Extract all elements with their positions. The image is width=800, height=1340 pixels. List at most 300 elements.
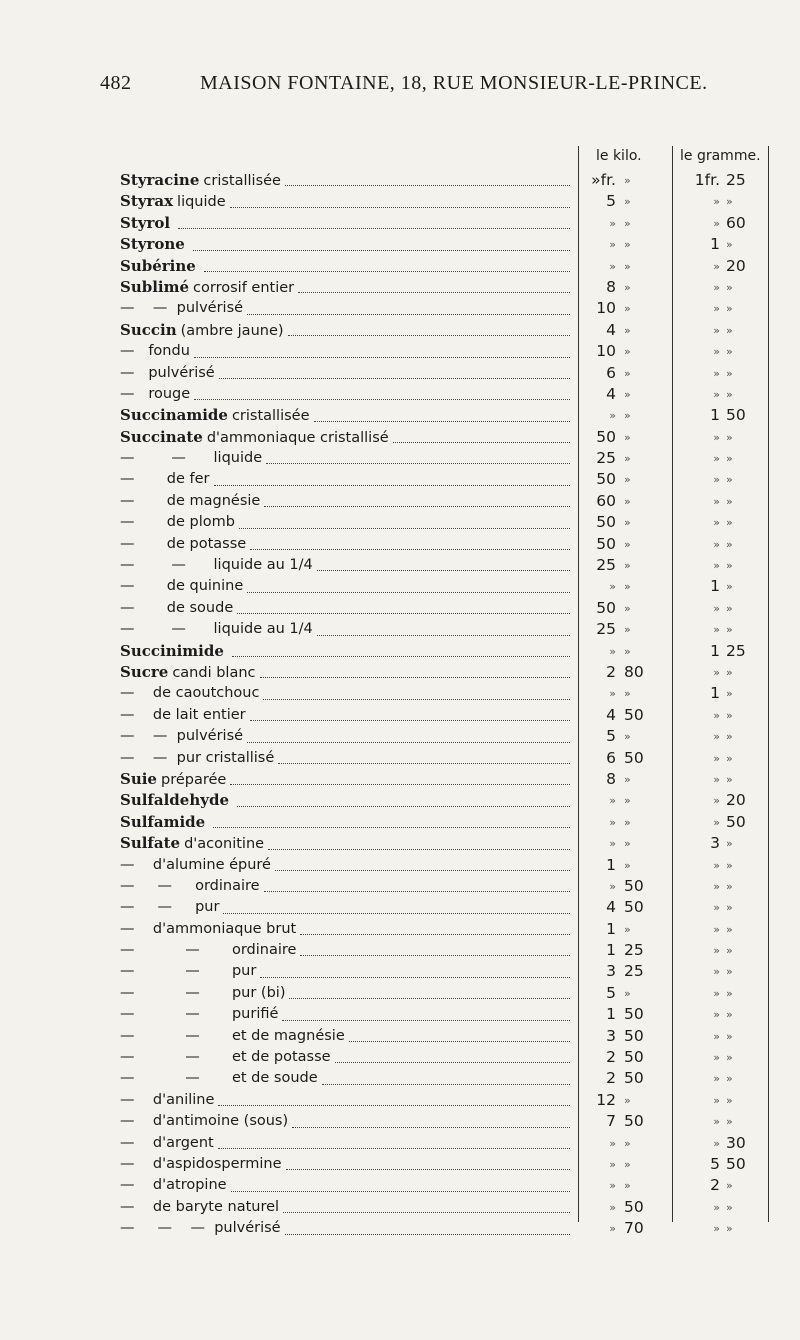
product-label: — — ordinaire: [120, 942, 297, 959]
product-label: — de lait entier: [120, 706, 246, 723]
price-row: [0, 1004, 800, 1025]
price-row: [0, 683, 800, 704]
product-name: [120, 726, 572, 747]
price-row: [0, 919, 800, 940]
kilo-centimes: »: [624, 1157, 631, 1171]
kilo-centimes: »: [624, 452, 631, 466]
price-row: [0, 1133, 800, 1154]
product-label: — — et de magnésie: [120, 1027, 345, 1044]
kilo-centimes: »: [624, 1179, 631, 1193]
product-name: [120, 748, 572, 769]
price-row: [0, 320, 800, 341]
product-name: [120, 983, 572, 1004]
price-row: [0, 1111, 800, 1132]
kilo-centimes: »: [624, 815, 631, 829]
gramme-francs: »: [713, 537, 720, 551]
product-label: — — purifié: [120, 1006, 279, 1023]
kilo-francs: »: [609, 259, 616, 273]
gramme-centimes: »: [726, 516, 733, 530]
product-label: corrosif entier: [193, 279, 295, 296]
gramme-centimes: »: [726, 665, 733, 679]
kilo-centimes: 25: [624, 941, 644, 960]
product-label: — de plomb: [120, 514, 235, 531]
kilo-francs: 60: [596, 491, 616, 510]
gramme-centimes: »: [726, 1072, 733, 1086]
product-name: [120, 855, 572, 876]
price-row: [0, 961, 800, 982]
gramme-centimes: 20: [726, 256, 746, 275]
leader-dots: [214, 484, 571, 486]
kilo-francs: 1: [606, 941, 616, 960]
price-row: [0, 983, 800, 1004]
gramme-centimes: »: [726, 1051, 733, 1065]
price-row: [0, 1090, 800, 1111]
product-heading: Succin: [120, 320, 177, 339]
kilo-francs: 50: [596, 534, 616, 553]
kilo-francs: »: [609, 238, 616, 252]
product-name: [120, 534, 572, 555]
kilo-centimes: 50: [624, 1048, 644, 1067]
leader-dots: [194, 356, 570, 358]
product-name: [120, 1218, 572, 1239]
price-row: [0, 1068, 800, 1089]
product-name: [120, 512, 572, 533]
leader-dots: [285, 184, 570, 186]
gramme-francs: »: [713, 751, 720, 765]
product-label: — fondu: [120, 343, 190, 360]
gramme-francs: »: [713, 1051, 720, 1065]
product-name: [120, 790, 572, 811]
leader-dots: [282, 1019, 570, 1021]
product-name: [120, 405, 572, 426]
kilo-centimes: 50: [624, 1112, 644, 1131]
product-label: — — pulvérisé: [120, 300, 244, 317]
leader-dots: [250, 548, 570, 550]
product-label: d'ammoniaque cristallisé: [206, 429, 389, 446]
kilo-francs: »: [609, 879, 616, 893]
product-heading: Succinamide: [120, 406, 228, 425]
gramme-centimes: »: [726, 601, 733, 615]
product-label: — — et de soude: [120, 1070, 318, 1087]
price-row: [0, 170, 800, 191]
price-row: [0, 384, 800, 405]
price-row: [0, 234, 800, 255]
leader-dots: [300, 954, 570, 956]
gramme-centimes: »: [726, 901, 733, 915]
product-heading: Sucre: [120, 662, 169, 681]
product-label: — d'antimoine (sous): [120, 1113, 289, 1130]
gramme-centimes: »: [726, 1029, 733, 1043]
product-heading: Sulfate: [120, 834, 181, 853]
leader-dots: [266, 462, 570, 464]
product-name: [120, 448, 572, 469]
gramme-francs: »: [713, 708, 720, 722]
gramme-francs: »: [713, 965, 720, 979]
gramme-centimes: »: [726, 559, 733, 573]
gramme-centimes: »: [726, 238, 733, 252]
leader-dots: [247, 741, 570, 743]
kilo-centimes: 50: [624, 1197, 644, 1216]
product-name: [120, 1090, 572, 1111]
kilo-centimes: 50: [624, 876, 644, 895]
product-label: — — liquide au 1/4: [120, 621, 313, 638]
price-row: [0, 855, 800, 876]
product-name: [120, 1175, 572, 1196]
product-label: — d'aspidospermine: [120, 1155, 282, 1172]
kilo-francs: 3: [606, 962, 616, 981]
product-heading: Sulfamide: [120, 812, 206, 831]
product-label: — — pur (bi): [120, 984, 286, 1001]
kilo-centimes: »: [624, 409, 631, 423]
kilo-centimes: 70: [624, 1219, 644, 1238]
gramme-centimes: »: [726, 922, 733, 936]
product-label: — — — pulvérisé: [120, 1220, 281, 1237]
gramme-francs: 2: [710, 1176, 720, 1195]
gramme-francs: »: [713, 387, 720, 401]
gramme-centimes: »: [726, 366, 733, 380]
gramme-francs: »: [713, 986, 720, 1000]
product-label: — rouge: [120, 385, 191, 402]
gramme-centimes: »: [726, 302, 733, 316]
price-row: [0, 1197, 800, 1218]
price-row: [0, 256, 800, 277]
product-label: — de magnésie: [120, 492, 261, 509]
kilo-francs: 5: [606, 192, 616, 211]
product-name: [120, 170, 572, 191]
leader-dots: [286, 1168, 570, 1170]
gramme-francs: »: [713, 1115, 720, 1129]
kilo-francs: 2: [606, 662, 616, 681]
gramme-francs: »: [713, 1222, 720, 1236]
kilo-francs: 7: [606, 1112, 616, 1131]
price-row: [0, 1026, 800, 1047]
kilo-francs: »: [609, 580, 616, 594]
price-row: [0, 555, 800, 576]
gramme-francs: »: [713, 815, 720, 829]
kilo-centimes: »: [624, 601, 631, 615]
kilo-centimes: »: [624, 238, 631, 252]
gramme-centimes: 50: [726, 1154, 746, 1173]
kilo-centimes: »: [624, 858, 631, 872]
product-name: [120, 363, 572, 384]
kilo-francs: »: [609, 815, 616, 829]
gramme-centimes: »: [726, 1093, 733, 1107]
gramme-francs: »: [713, 302, 720, 316]
leader-dots: [268, 848, 570, 850]
gramme-francs: »: [713, 195, 720, 209]
leader-dots: [250, 719, 570, 721]
page-number: 482: [100, 72, 132, 94]
price-row: [0, 726, 800, 747]
kilo-centimes: »: [624, 366, 631, 380]
product-heading: Styrax: [120, 192, 174, 211]
product-label: cristallisée: [231, 408, 310, 425]
product-name: [120, 705, 572, 726]
gramme-centimes: 20: [726, 791, 746, 810]
product-label: — — liquide au 1/4: [120, 557, 313, 574]
product-heading: Sublimé: [120, 277, 190, 296]
kilo-francs: 50: [596, 598, 616, 617]
kilo-centimes: 25: [624, 962, 644, 981]
gramme-francs: 5: [710, 1154, 720, 1173]
leader-dots: [178, 227, 570, 229]
product-name: [120, 234, 572, 255]
leader-dots: [285, 1233, 570, 1235]
product-label: — pulvérisé: [120, 364, 215, 381]
price-row: [0, 363, 800, 384]
price-row: [0, 1175, 800, 1196]
price-row: [0, 277, 800, 298]
gramme-francs: »: [713, 922, 720, 936]
gramme-centimes: »: [726, 1222, 733, 1236]
leader-dots: [260, 676, 571, 678]
leader-dots: [275, 869, 570, 871]
price-row: [0, 598, 800, 619]
gramme-francs: »: [713, 665, 720, 679]
leader-dots: [231, 1190, 570, 1192]
product-label: — — pur: [120, 963, 257, 980]
gramme-francs: »: [713, 1093, 720, 1107]
price-row: [0, 790, 800, 811]
gramme-centimes: »: [726, 1115, 733, 1129]
gramme-francs: 3: [710, 834, 720, 853]
leader-dots: [393, 441, 570, 443]
price-row: [0, 769, 800, 790]
gramme-centimes: »: [726, 623, 733, 637]
product-heading: Succinimide: [120, 641, 224, 660]
column-header-gramme: le gramme.: [680, 148, 761, 164]
gramme-francs: »: [713, 1136, 720, 1150]
price-row: [0, 512, 800, 533]
kilo-francs: 10: [596, 299, 616, 318]
gramme-centimes: 25: [726, 641, 746, 660]
gramme-centimes: »: [726, 751, 733, 765]
price-row: [0, 833, 800, 854]
kilo-francs: »: [609, 1200, 616, 1214]
leader-dots: [298, 291, 570, 293]
kilo-centimes: »: [624, 494, 631, 508]
leader-dots: [264, 890, 570, 892]
gramme-francs: 1: [710, 406, 720, 425]
gramme-centimes: 30: [726, 1133, 746, 1152]
product-name: [120, 1047, 572, 1068]
kilo-francs: 5: [606, 983, 616, 1002]
kilo-centimes: 80: [624, 662, 644, 681]
gramme-francs: »: [713, 452, 720, 466]
price-row: [0, 298, 800, 319]
gramme-centimes: »: [726, 1008, 733, 1022]
gramme-francs: »: [713, 473, 720, 487]
product-name: [120, 1154, 572, 1175]
kilo-francs: 50: [596, 470, 616, 489]
leader-dots: [322, 1083, 570, 1085]
product-label: — d'aniline: [120, 1091, 215, 1108]
leader-dots: [314, 420, 570, 422]
kilo-francs: »: [609, 216, 616, 230]
leader-dots: [193, 249, 570, 251]
price-row: [0, 1218, 800, 1239]
product-heading: Suie: [120, 769, 157, 788]
kilo-centimes: »: [624, 473, 631, 487]
leader-dots: [230, 783, 570, 785]
gramme-centimes: »: [726, 687, 733, 701]
gramme-francs: »: [713, 879, 720, 893]
kilo-centimes: »: [624, 687, 631, 701]
kilo-francs: »fr.: [591, 171, 616, 189]
gramme-centimes: »: [726, 1179, 733, 1193]
product-name: [120, 1111, 572, 1132]
product-name: [120, 491, 572, 512]
leader-dots: [218, 1104, 570, 1106]
product-label: — — ordinaire: [120, 877, 260, 894]
gramme-centimes: »: [726, 452, 733, 466]
gramme-centimes: »: [726, 944, 733, 958]
gramme-centimes: »: [726, 280, 733, 294]
gramme-centimes: »: [726, 494, 733, 508]
product-name: [120, 919, 572, 940]
product-name: [120, 833, 572, 854]
product-name: [120, 897, 572, 918]
kilo-francs: »: [609, 644, 616, 658]
kilo-centimes: 50: [624, 705, 644, 724]
gramme-francs: »: [713, 944, 720, 958]
kilo-francs: 4: [606, 898, 616, 917]
gramme-centimes: 50: [726, 406, 746, 425]
kilo-centimes: 50: [624, 1005, 644, 1024]
leader-dots: [289, 997, 570, 999]
gramme-francs: »: [713, 516, 720, 530]
leader-dots: [264, 505, 570, 507]
leader-dots: [223, 912, 570, 914]
gramme-francs: »: [713, 623, 720, 637]
product-label: — de soude: [120, 599, 234, 616]
product-name: [120, 812, 572, 833]
kilo-francs: 8: [606, 277, 616, 296]
leader-dots: [263, 698, 570, 700]
gramme-francs: »: [713, 430, 720, 444]
product-name: [120, 598, 572, 619]
gramme-francs: »: [713, 345, 720, 359]
price-row: [0, 427, 800, 448]
gramme-centimes: »: [726, 345, 733, 359]
kilo-francs: 3: [606, 1026, 616, 1045]
kilo-centimes: »: [624, 280, 631, 294]
gramme-francs: »: [713, 772, 720, 786]
kilo-francs: 12: [596, 1090, 616, 1109]
leader-dots: [213, 826, 570, 828]
kilo-centimes: »: [624, 516, 631, 530]
kilo-centimes: »: [624, 1093, 631, 1107]
product-name: [120, 940, 572, 961]
product-name: [120, 1068, 572, 1089]
leader-dots: [317, 634, 570, 636]
kilo-centimes: 50: [624, 898, 644, 917]
kilo-francs: 25: [596, 620, 616, 639]
product-name: [120, 641, 572, 662]
kilo-centimes: 50: [624, 748, 644, 767]
price-row: [0, 213, 800, 234]
gramme-francs: »: [713, 901, 720, 915]
gramme-centimes: »: [726, 879, 733, 893]
column-header-kilo: le kilo.: [596, 148, 642, 164]
kilo-centimes: »: [624, 345, 631, 359]
product-label: — — pur cristallisé: [120, 749, 275, 766]
leader-dots: [278, 762, 570, 764]
product-name: [120, 298, 572, 319]
kilo-francs: 25: [596, 449, 616, 468]
price-row: [0, 748, 800, 769]
product-label: préparée: [160, 771, 227, 788]
price-list: [0, 170, 800, 1240]
product-label: — — pur: [120, 899, 220, 916]
kilo-francs: 2: [606, 1069, 616, 1088]
kilo-francs: 6: [606, 748, 616, 767]
gramme-centimes: »: [726, 730, 733, 744]
leader-dots: [204, 270, 570, 272]
product-label: — — et de potasse: [120, 1049, 331, 1066]
product-label: — de baryte naturel: [120, 1198, 280, 1215]
kilo-centimes: »: [624, 537, 631, 551]
product-label: — de quinine: [120, 578, 244, 595]
product-name: [120, 769, 572, 790]
gramme-francs: »: [713, 730, 720, 744]
kilo-centimes: »: [624, 259, 631, 273]
price-row: [0, 619, 800, 640]
gramme-francs: »: [713, 1072, 720, 1086]
product-label: — de potasse: [120, 535, 247, 552]
product-name: [120, 213, 572, 234]
gramme-centimes: »: [726, 837, 733, 851]
kilo-francs: 4: [606, 705, 616, 724]
price-row: [0, 876, 800, 897]
product-heading: Styracine: [120, 171, 200, 189]
gramme-centimes: 50: [726, 812, 746, 831]
price-row: [0, 897, 800, 918]
product-heading: Sulfaldehyde: [120, 791, 229, 810]
price-row: [0, 576, 800, 597]
kilo-francs: 2: [606, 1048, 616, 1067]
kilo-centimes: »: [624, 387, 631, 401]
kilo-francs: 25: [596, 556, 616, 575]
leader-dots: [288, 334, 570, 336]
kilo-centimes: »: [624, 216, 631, 230]
gramme-centimes: »: [726, 965, 733, 979]
kilo-francs: 5: [606, 727, 616, 746]
product-heading: Styrone: [120, 235, 185, 254]
leader-dots: [292, 1126, 570, 1128]
price-row: [0, 812, 800, 833]
kilo-francs: 1: [606, 919, 616, 938]
leader-dots: [283, 1211, 570, 1213]
product-name: [120, 384, 572, 405]
kilo-centimes: »: [624, 922, 631, 936]
leader-dots: [317, 569, 570, 571]
kilo-francs: 10: [596, 342, 616, 361]
gramme-francs: »: [713, 494, 720, 508]
product-name: [120, 576, 572, 597]
kilo-centimes: »: [624, 730, 631, 744]
kilo-francs: 50: [596, 513, 616, 532]
gramme-centimes: »: [726, 986, 733, 1000]
kilo-francs: 4: [606, 384, 616, 403]
kilo-centimes: »: [624, 772, 631, 786]
leader-dots: [194, 398, 570, 400]
price-row: [0, 940, 800, 961]
gramme-centimes: 60: [726, 213, 746, 232]
gramme-centimes: »: [726, 858, 733, 872]
price-row: [0, 662, 800, 683]
product-label: — — pulvérisé: [120, 728, 244, 745]
